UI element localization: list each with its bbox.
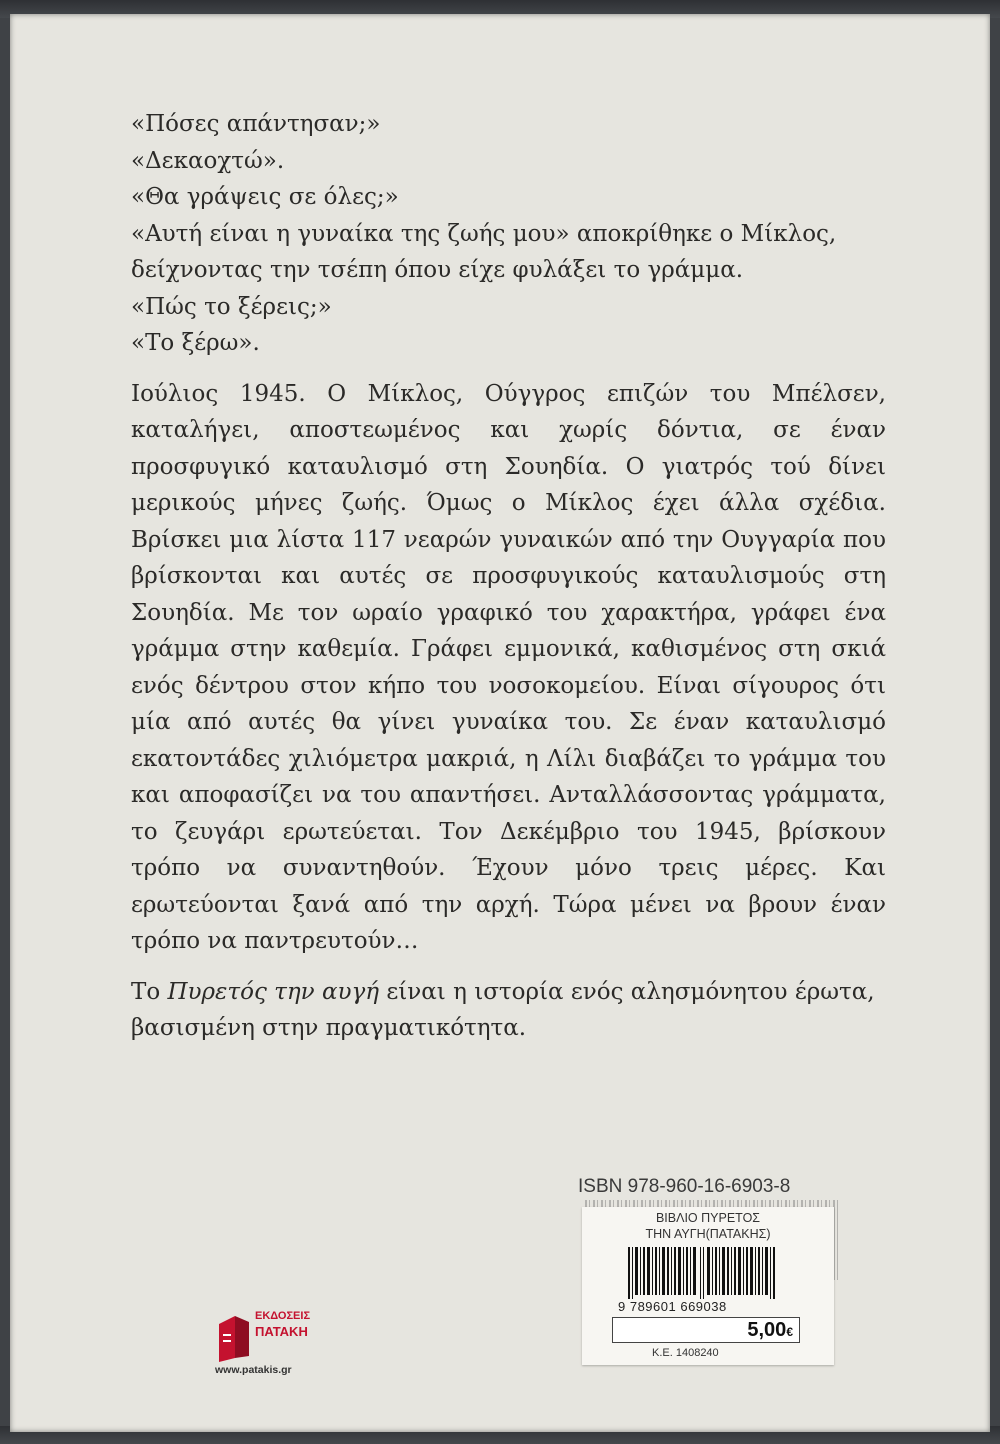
dialogue-line: «Αυτή είναι η γυναίκα της ζωής μου» αποκρίθηκε ο Μίκλος, — [131, 220, 837, 247]
publisher-mark-icon — [215, 1314, 253, 1364]
publisher-url: www.patakis.gr — [215, 1364, 292, 1376]
publisher-name-line2: ΠΑΤΑΚΗ — [255, 1324, 308, 1339]
publisher-logo — [215, 1310, 315, 1430]
barcode-number: 9 789601 669038 — [618, 1299, 727, 1314]
book-title: Πυρετός την αυγή — [167, 978, 380, 1005]
isbn-printed-text: ISBN 978-960-16-6903-8 — [578, 1176, 791, 1197]
product-code: K.E. 1408240 — [652, 1347, 719, 1359]
barcode-icon — [628, 1247, 778, 1299]
price-box — [612, 1317, 800, 1343]
sticker-title-line1: ΒΙΒΛΙΟ ΠΥΡΕΤΟΣ — [655, 1211, 761, 1225]
price-value: 5,00 — [747, 1319, 787, 1341]
dialogue-line: «Θα γράψεις σε όλες;» — [131, 184, 399, 210]
closing-paragraph — [131, 974, 886, 1047]
dialogue-line: «Δεκαοχτώ». — [131, 147, 285, 174]
book-back-cover — [10, 14, 990, 1432]
dialogue-line: «Το ξέρω». — [131, 330, 260, 356]
dialogue-block — [131, 106, 886, 362]
price-currency: € — [786, 1325, 793, 1339]
dialogue-line: δείχνοντας την τσέπη όπου είχε φυλάξει το γράμμα. — [131, 257, 744, 283]
publisher-name-line1: ΕΚΔΟΣΕΙΣ — [255, 1310, 311, 1322]
blurb-text — [131, 106, 886, 1047]
summary-paragraph: Ιούλιος 1945. Ο Μίκλος, Ούγγρος επιζών του Μπέλσεν, καταλήγει, αποστεωμένος και χωρίς δόντια, σε έναν προσφυγικό καταυλισμό στη Σουηδία. Ο γιατρός τού δίνει μερικούς μήνες ζωής. Όμως ο Μίκλος έχει άλλα σχέδια. Βρίσκει μια λίστα 117 νεαρών γυναικών από την Ουγγαρία που βρίσκονται και αυτές σε προσφυγικούς καταυλισμούς στη Σουηδία. Με τον ωραίο γραφικό του χαρακτήρα, γράφει ένα γράμμα στην καθεμία. Γράφει εμμονικά, καθισμένος στη σκιά ενός δέντρου στον κήπο του νοσοκομείου. Είναι σίγουρος ότι μία από αυτές θα γίνει γυναίκα του. Σε έναν καταυλισμό εκατοντάδες χιλιόμετρα μακριά, η Λίλι διαβάζει το γράμμα του και αποφασίζει να του απαντήσει. Ανταλλάσσοντας γράμματα, το ζευγάρι ερωτεύεται. Τον Δεκέμβριο του 1945, βρίσκουν τρόπο να συναντηθούν. Έχουν μόνο τρεις μέρες. Και ερωτεύονται ξανά από την αρχή. Τώρα μένει να βρουν έναν τρόπο να παντρευτούν… — [131, 380, 886, 954]
sticker-title-line2: ΤΗΝ ΑΥΓΗ(ΠΑΤΑΚΗΣ) — [645, 1227, 771, 1241]
dialogue-line: «Πόσες απάντησαν;» — [131, 111, 381, 137]
price-label — [747, 1319, 793, 1342]
closing-suffix: είναι η ιστορία ενός αλησμόνητου έρωτα, βασισμένη στην πραγματικότητα. — [131, 978, 875, 1041]
price-sticker — [582, 1207, 834, 1365]
closing-prefix: Το — [131, 978, 168, 1005]
dialogue-line: «Πώς το ξέρεις;» — [131, 293, 332, 320]
